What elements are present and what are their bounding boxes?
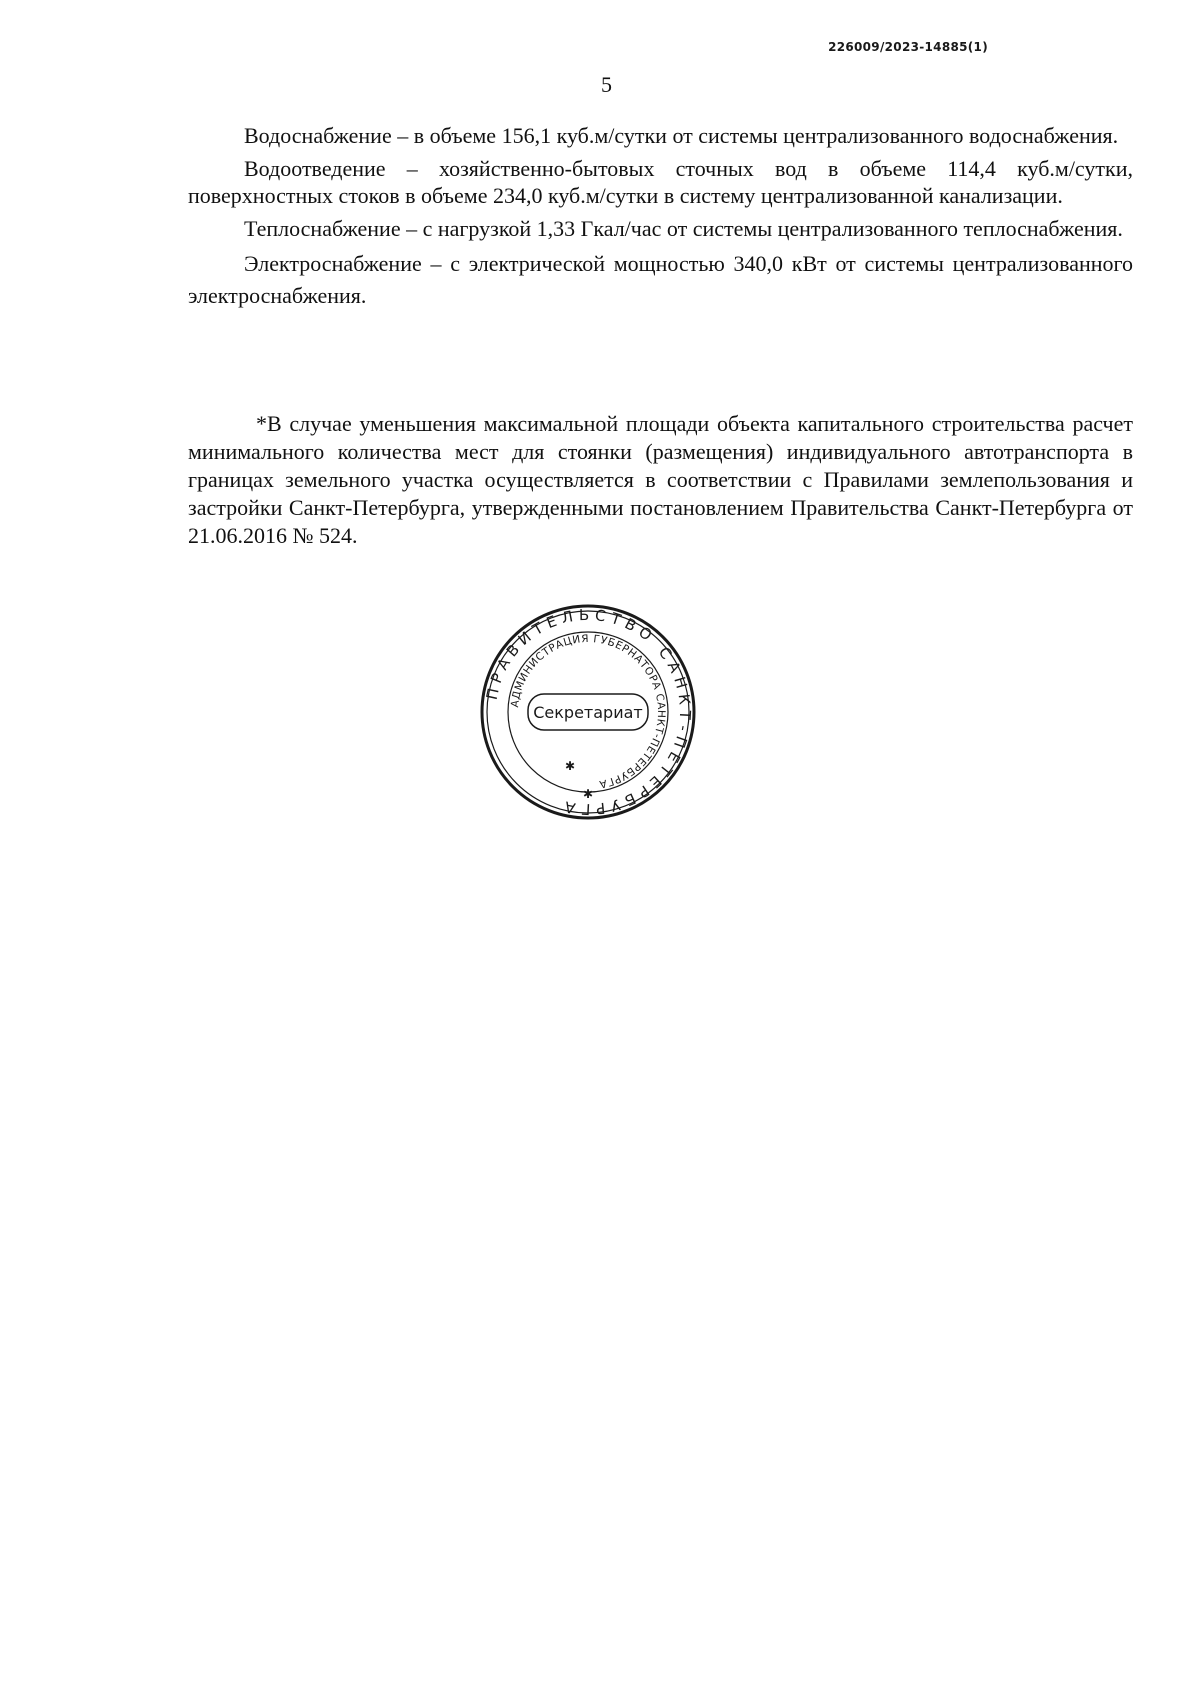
seal-center-text: Секретариат <box>533 703 643 722</box>
utilities-section <box>188 122 1133 312</box>
heat-supply-paragraph: Теплоснабжение – с нагрузкой 1,33 Гкал/час от системы централизованного теплоснабжения. <box>244 216 1123 241</box>
power-supply-paragraph: Электроснабжение – с электрической мощностью 340,0 кВт от системы централизованного электроснабжения. <box>188 251 1133 308</box>
document-registration-number: 226009/2023-14885(1) <box>828 40 988 54</box>
water-disposal-paragraph: Водоотведение – хозяйственно-бытовых сточных вод в объеме 114,4 куб.м/сутки, поверхностных стоков в объеме 234,0 куб.м/сутки в систему централизованной канализации. <box>188 156 1133 208</box>
page-number: 5 <box>601 72 612 97</box>
official-seal-graphic <box>478 602 698 822</box>
official-seal <box>478 602 698 822</box>
seal-outer-text: ПРАВИТЕЛЬСТВО САНКТ-ПЕТЕРБУРГА <box>482 605 695 819</box>
seal-star-left-icon: ✱ <box>564 759 576 773</box>
parking-footnote: *В случае уменьшения максимальной площади объекта капитального строительства расчет минимального количества мест для стоянки (размещения) индивидуального автотранспорта в границах земельного участка осуществляется в соответствии с Правилами землепользования и застройки Санкт-Петербурга, утвержденными постановлением Правительства Санкт-Петербурга от 21.06.2016 № 524. <box>188 411 1133 548</box>
seal-star-bottom-icon: ✱ <box>582 787 594 801</box>
water-supply-paragraph: Водоснабжение – в объеме 156,1 куб.м/сутки от системы централизованного водоснабжения. <box>244 123 1119 148</box>
seal-inner-text: АДМИНИСТРАЦИЯ ГУБЕРНАТОРА САНКТ-ПЕТЕРБУРГА <box>509 632 668 791</box>
